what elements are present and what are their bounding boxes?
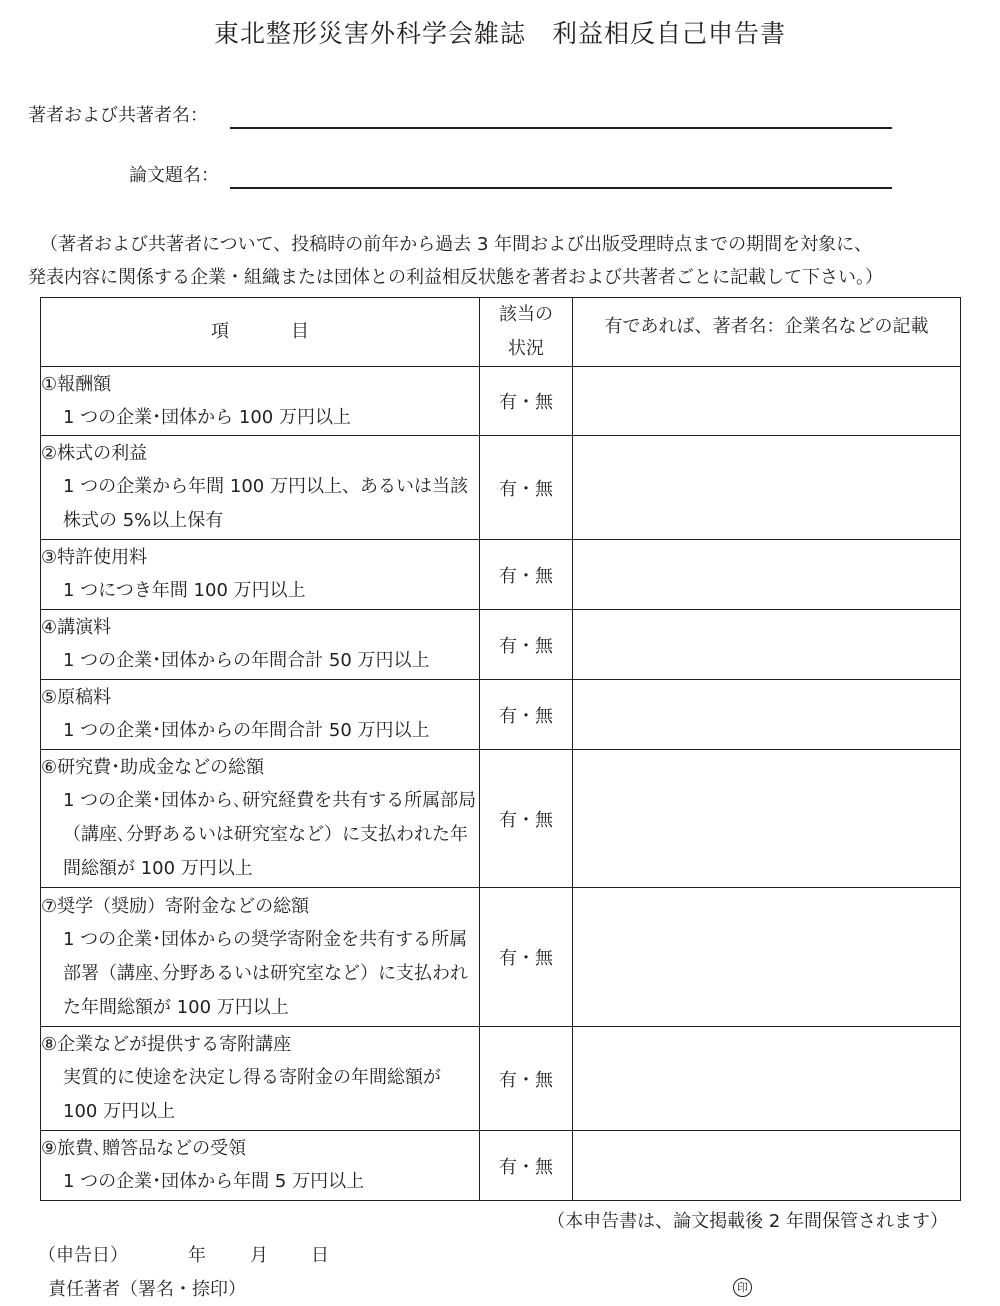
row-status[interactable]: 有・無 xyxy=(480,1027,573,1131)
table-row xyxy=(41,610,961,680)
row-status[interactable]: 有・無 xyxy=(480,888,573,1027)
instructions-line-1: （著者および共著者について、投稿時の前年から過去 3 年間および出版受理時点までの期間を対象に、 xyxy=(40,234,873,255)
row-description: 1 つの企業･団体から 100 万円以上 xyxy=(63,406,351,428)
paper-title-label: 論文題名： xyxy=(129,165,219,186)
header-status-line-1: 該当の xyxy=(499,304,553,325)
date-month: 月 xyxy=(250,1245,268,1266)
table-row xyxy=(41,680,961,750)
row-description: 1 つにつき年間 100 万円以上 xyxy=(63,580,306,601)
row-details-cell[interactable] xyxy=(573,367,961,436)
header-status xyxy=(480,298,573,367)
row-description: 1 つの企業･団体から､研究経費を共有する所属部局（講座､分野あるいは研究室など）に支払われた年間総額が 100 万円以上 xyxy=(63,790,477,879)
row-details-cell[interactable] xyxy=(573,680,961,750)
header-item xyxy=(41,298,480,367)
seal-mark: 印 xyxy=(733,1278,752,1297)
row-status[interactable]: 有・無 xyxy=(480,436,573,540)
row-details-cell[interactable] xyxy=(573,610,961,680)
row-description: 1 つの企業･団体からの年間合計 50 万円以上 xyxy=(63,650,430,671)
authors-field[interactable] xyxy=(230,127,892,129)
header-status-line-2: 状況 xyxy=(508,338,544,359)
row-item-cell xyxy=(41,436,480,540)
table-row xyxy=(41,1027,961,1131)
row-title: ③特許使用料 xyxy=(41,547,148,568)
table-row xyxy=(41,888,961,1027)
row-description: 1 つの企業から年間 100 万円以上、あるいは当該株式の 5%以上保有 xyxy=(63,476,468,531)
row-title: ①報酬額 xyxy=(41,373,112,395)
coi-table xyxy=(40,297,961,1201)
row-title: ⑥研究費･助成金などの総額 xyxy=(41,757,265,778)
header-item-a: 項 xyxy=(211,321,229,342)
row-status[interactable]: 有・無 xyxy=(480,680,573,750)
row-details-cell[interactable] xyxy=(573,1027,961,1131)
row-title: ⑧企業などが提供する寄附講座 xyxy=(41,1034,292,1055)
table-row xyxy=(41,540,961,610)
row-title: ②株式の利益 xyxy=(41,443,148,464)
row-item-cell xyxy=(41,1131,480,1201)
date-label: （申告日） xyxy=(38,1245,128,1266)
instructions-line-2: 発表内容に関係する企業・組織または団体との利益相反状態を著者および共著者ごとに記載して下さい。） xyxy=(28,267,883,288)
row-status[interactable]: 有・無 xyxy=(480,540,573,610)
row-status[interactable]: 有・無 xyxy=(480,367,573,436)
row-description: 1 つの企業･団体からの年間合計 50 万円以上 xyxy=(63,720,430,741)
authors-label: 著者および共著者名： xyxy=(28,105,208,126)
row-details-cell[interactable] xyxy=(573,1131,961,1201)
table-row xyxy=(41,367,961,436)
row-item-cell xyxy=(41,1027,480,1131)
header-item-b: 目 xyxy=(291,321,309,342)
row-item-cell xyxy=(41,888,480,1027)
page-title: 東北整形災害外科学会雑誌 利益相反自己申告書 xyxy=(213,19,786,48)
row-description: 1 つの企業･団体から年間 5 万円以上 xyxy=(63,1171,365,1192)
row-details-cell[interactable] xyxy=(573,750,961,888)
signature-label: 責任著者（署名・捺印） xyxy=(48,1279,246,1300)
row-item-cell xyxy=(41,610,480,680)
row-details-cell[interactable] xyxy=(573,436,961,540)
row-item-cell xyxy=(41,367,480,436)
retention-note: （本申告書は、論文掲載後 2 年間保管されます） xyxy=(547,1211,948,1232)
row-item-cell xyxy=(41,750,480,888)
table-row xyxy=(41,750,961,888)
row-title: ④講演料 xyxy=(41,617,112,638)
row-description: 実質的に使途を決定し得る寄附金の年間総額が 100 万円以上 xyxy=(63,1067,441,1122)
row-title: ⑨旅費､贈答品などの受領 xyxy=(41,1138,247,1159)
date-year: 年 xyxy=(188,1245,206,1266)
row-item-cell xyxy=(41,540,480,610)
header-details: 有であれば、著者名：企業名などの記載 xyxy=(573,298,961,367)
table-row xyxy=(41,1131,961,1201)
row-status[interactable]: 有・無 xyxy=(480,1131,573,1201)
row-status[interactable]: 有・無 xyxy=(480,750,573,888)
table-row xyxy=(41,436,961,540)
row-details-cell[interactable] xyxy=(573,540,961,610)
declaration-date-row xyxy=(38,1241,438,1267)
date-day: 日 xyxy=(311,1245,329,1266)
row-item-cell xyxy=(41,680,480,750)
row-title: ⑦奨学（奨励）寄附金などの総額 xyxy=(41,895,310,917)
table-header-row xyxy=(41,298,961,367)
row-title: ⑤原稿料 xyxy=(41,687,112,708)
row-description: 1 つの企業･団体からの奨学寄附金を共有する所属部署（講座､分野あるいは研究室など）に支払われた年間総額が 100 万円以上 xyxy=(63,928,468,1018)
row-details-cell[interactable] xyxy=(573,888,961,1027)
row-status[interactable]: 有・無 xyxy=(480,610,573,680)
paper-title-field[interactable] xyxy=(230,187,892,189)
